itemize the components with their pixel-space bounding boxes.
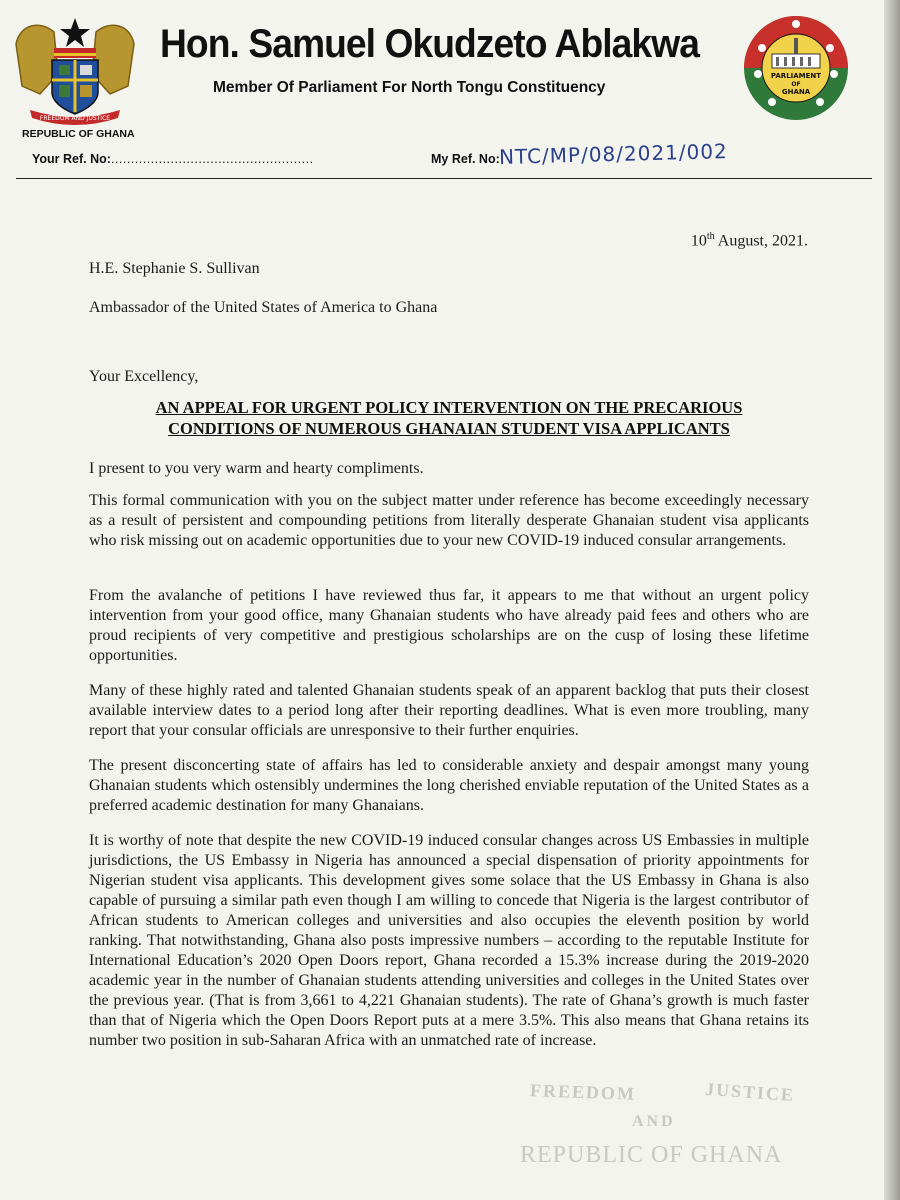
paragraph-anxiety: The present disconcerting state of affairs has led to considerable anxiety and despair amongst many young Ghanaian students which ostensibly undermines the long cherished enviable reputation of the United States as a preferred academic destination for many Ghanaians. — [89, 757, 809, 814]
mp-role: Member Of Parliament For North Tongu Constituency — [213, 79, 606, 96]
paragraph-backlog: Many of these highly rated and talented Ghanaian students speak of an apparent backlog that puts their closest available interview dates to a period long after their reporting deadlines. What is even more troubling, many report that your consular officials are unresponsive to their further enquiries. — [89, 682, 809, 739]
paragraph-petitions: From the avalanche of petitions I have reviewed thus far, it appears to me that without an urgent policy intervention from your good office, many Ghanaian students who have already paid fees and others who are proud recipients of very competitive and prestigious scholarships are on the cusp of losing these lifetime opportunities. — [89, 587, 809, 664]
svg-text:FREEDOM AND JUSTICE: FREEDOM AND JUSTICE — [39, 115, 111, 122]
parliament-of-ghana-seal-icon — [742, 14, 850, 122]
crest-caption: REPUBLIC OF GHANA — [22, 128, 135, 140]
salutation: Your Excellency, — [89, 368, 199, 385]
my-ref-line — [431, 152, 500, 166]
paragraph-purpose: This formal communication with you on the subject matter under reference has become exceedingly necessary as a result of persistent and compounding petitions from literally desperate Ghanaian student visa applicants who risk missing out on academic opportunities due to your new COVID-19 induced consular arrangements. — [89, 492, 809, 549]
page-edge-shadow — [884, 0, 900, 1200]
date-rest: August, 2021. — [714, 232, 808, 250]
subject-heading — [89, 397, 809, 439]
svg-text:PARLIAMENT: PARLIAMENT — [770, 72, 822, 80]
my-ref-value: NTC/MP/08/2021/002 — [498, 139, 729, 169]
date-suffix: th — [706, 231, 715, 242]
paragraph-nigeria-comparison: It is worthy of note that despite the new COVID-19 induced consular changes across US Embassies in multiple jurisdictions, the US Embassy in Nigeria has announced a special dispensation of priority appointments for Nigerian student visa applicants. This development gives some solace that the US Embassy in Ghana is also capable of pursuing a similar path even though I am willing to concede that Nigeria is the largest contributor of African students to American colleges and universities and also occupies the eleventh position by world ranking. That notwithstanding, Ghana also posts impressive numbers – according to the reputable Institute for International Education’s 2020 Open Doors report, Ghana recorded a 15.3% increase during the 2019-2020 academic year in the number of Ghanaian students attending universities and colleges in the United States over the previous year. (That is from 3,661 to 4,221 Ghanaian students). The rate of Ghana’s growth is much faster than that of Nigeria which the Open Doors Report puts at a mere 3.5%. This also means that Ghana retains its number two position in sub-Saharan Africa with an unmatched rate of increase. — [89, 832, 809, 1049]
watermark-republic: REPUBLIC OF GHANA — [520, 1142, 783, 1168]
recipient-title: Ambassador of the United States of America to Ghana — [89, 299, 438, 316]
subject-line-2: CONDITIONS OF NUMEROUS GHANAIAN STUDENT VISA APPLICANTS — [168, 419, 730, 438]
svg-text:GHANA: GHANA — [781, 88, 811, 96]
watermark-and: AND — [632, 1113, 676, 1130]
your-ref-label: Your Ref. No: — [32, 152, 111, 166]
your-ref-line — [32, 152, 314, 166]
watermark-freedom: FREEDOM — [529, 1080, 637, 1104]
paragraph-compliments: I present to you very warm and hearty compliments. — [89, 460, 424, 477]
your-ref-value: ................................................... — [110, 152, 314, 166]
recipient-name: H.E. Stephanie S. Sullivan — [89, 260, 260, 277]
ghana-coat-of-arms-icon — [10, 14, 140, 126]
svg-text:OF: OF — [791, 81, 801, 88]
subject-line-1: AN APPEAL FOR URGENT POLICY INTERVENTION ON THE PRECARIOUS — [155, 398, 743, 417]
date-day: 10 — [690, 232, 707, 250]
mp-name: Hon. Samuel Okudzeto Ablakwa — [160, 22, 699, 66]
watermark-justice: JUSTICE — [704, 1078, 796, 1106]
header-divider — [16, 178, 872, 179]
my-ref-label: My Ref. No: — [431, 152, 500, 166]
letter-date — [560, 231, 808, 250]
